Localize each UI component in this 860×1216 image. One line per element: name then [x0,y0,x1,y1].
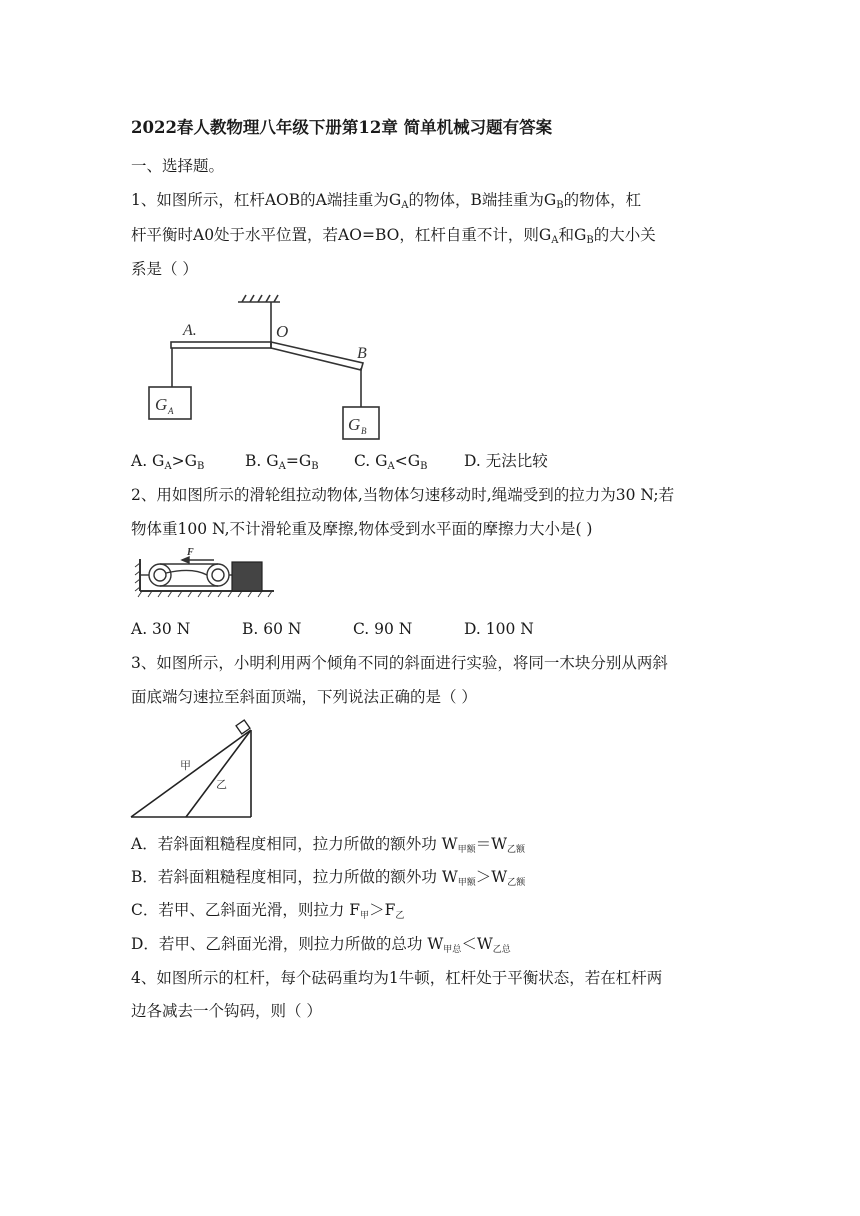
q1-option-c[interactable]: C. $G_A<G_B$ [354,452,428,472]
q3-option-a[interactable]: A．若斜面粗糙程度相同，拉力所做的额外功 W甲额＝W乙额 [131,835,526,855]
q3-label-yi: 乙 [216,779,227,791]
q1-option-d[interactable]: D. 无法比较 [464,452,548,470]
q1-option-a[interactable]: A. $G_A>G_B$ [131,452,205,472]
q3-line1: 3、如图所示，小明利用两个倾角不同的斜面进行实验，将同一木块分别从两斜 [131,654,668,672]
q2-option-a[interactable]: A. 30 N [131,620,191,638]
q1-label-ga: G [155,395,168,414]
q1-line1: 1、如图所示，杠杆AOB的A端挂重为$G_A$的物体，B端挂重为$G_B$的物体，杠 [131,191,642,211]
q3-option-c[interactable]: C．若甲、乙斜面光滑，则拉力 F甲＞F乙 [131,901,405,921]
q2-option-b[interactable]: B. 60 N [242,620,302,638]
q3-option-b[interactable]: B．若斜面粗糙程度相同，拉力所做的额外功 W甲额＞W乙额 [131,868,526,888]
q1-line2: 杆平衡时A0处于水平位置，若AO=BO，杠杆自重不计，则$G_A$和$G_B$的大小关 [131,226,656,246]
q2-option-d[interactable]: D. 100 N [464,620,534,638]
page-title: 2022春人教物理八年级下册第12章 简单机械习题有答案 [131,118,553,137]
q1-label-gb-sub: B [361,426,367,436]
q2-line1: 2、用如图所示的滑轮组拉动物体,当物体匀速移动时,绳端受到的拉力为30 N;若 [131,486,675,504]
q1-label-o: O [276,322,289,341]
q2-option-c[interactable]: C. 90 N [353,620,413,638]
q4-line2: 边各减去一个钩码，则（ ） [131,1002,322,1020]
q1-label-ga-sub: A [168,406,174,416]
q1-label-b: B [357,345,367,362]
q3-option-d[interactable]: D．若甲、乙斜面光滑，则拉力所做的总功 W甲总＜W乙总 [131,935,511,955]
section-heading: 一、选择题。 [131,157,225,175]
q3-incline-figure [130,716,260,820]
q1-lever-figure [135,290,395,440]
q2-line2: 物体重100 N,不计滑轮重及摩擦,物体受到水平面的摩擦力大小是( ) [131,520,593,538]
q2-pulley-figure [132,545,277,605]
q3-label-jia: 甲 [180,760,191,772]
q1-label-gb: G [348,415,361,434]
q1-line3: 系是（ ） [131,260,198,278]
q2-label-f: F [187,547,194,558]
q3-line2: 面底端匀速拉至斜面顶端，下列说法正确的是（ ） [131,688,477,706]
q1-label-a: A. [183,322,197,339]
q1-option-b[interactable]: B. $G_A=G_B$ [245,452,319,472]
q4-line1: 4、如图所示的杠杆，每个砝码重均为1牛顿，杠杆处于平衡状态，若在杠杆两 [131,969,663,987]
